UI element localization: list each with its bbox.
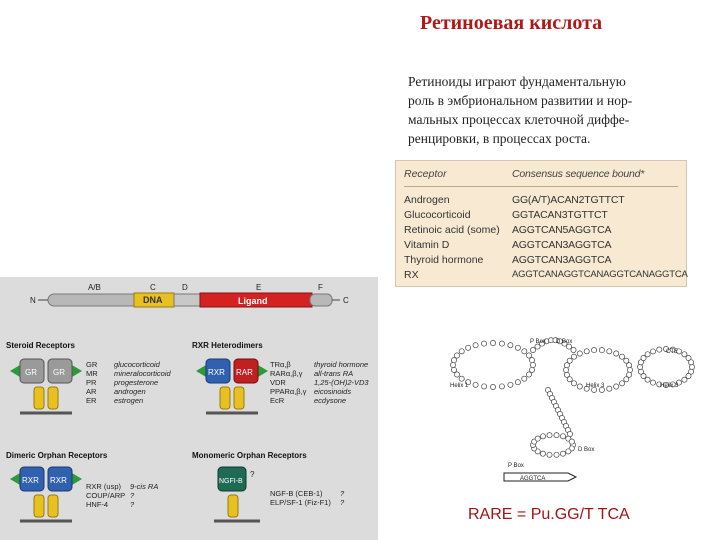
residue-bead xyxy=(529,358,534,363)
residue-bead xyxy=(499,384,504,389)
residue-bead xyxy=(530,362,535,367)
list-item: AR androgen xyxy=(86,387,146,396)
table-divider xyxy=(404,186,678,187)
residue-bead xyxy=(607,386,612,391)
residue-bead xyxy=(547,433,552,438)
domain-label-ab: A/B xyxy=(88,283,101,292)
diagram-label: P Box xyxy=(508,463,524,469)
ligand-arrow-icon xyxy=(258,365,268,377)
ligand-arrow-icon xyxy=(72,473,82,485)
residue-bead xyxy=(614,351,619,356)
list-item: ELP/SF-1 (Fiz-F1) ? xyxy=(270,498,345,507)
sequence-cell: AGGTCAN5AGGTCA xyxy=(512,224,612,236)
unknown-ligand-mark: ? xyxy=(250,470,255,479)
domain-label-d: D xyxy=(182,283,188,292)
residue-bead xyxy=(607,349,612,354)
steroid-dimer-graphic xyxy=(6,353,86,423)
residue-bead xyxy=(530,347,535,352)
diagram-label: Helix 3 xyxy=(660,383,679,389)
dimeric-list xyxy=(86,482,158,509)
header-consensus: Consensus sequence bound* xyxy=(512,168,645,180)
section-title-steroid: Steroid Receptors xyxy=(6,341,75,350)
residue-bead xyxy=(682,377,687,382)
intro-paragraph xyxy=(408,72,708,148)
residue-bead xyxy=(563,367,568,372)
monomeric-list xyxy=(270,489,344,507)
receptor-cell: RX xyxy=(404,269,419,281)
sequence-cell: GG(A/T)ACAN2TGTTCT xyxy=(512,194,625,206)
receptor-cell: Androgen xyxy=(404,194,450,206)
residue-bead xyxy=(560,451,565,456)
block-label: RXR xyxy=(50,476,67,485)
domain-label-f: F xyxy=(318,283,323,292)
residue-bead xyxy=(490,384,495,389)
consensus-sequence-table xyxy=(395,160,687,287)
residue-bead xyxy=(641,355,646,360)
receptor-cell: Glucocorticoid xyxy=(404,209,471,221)
residue-bead xyxy=(450,362,455,367)
residue-bead xyxy=(526,372,531,377)
receptor-cell: Vitamin D xyxy=(404,239,450,251)
residue-bead xyxy=(584,349,589,354)
hinge-domain xyxy=(174,294,202,306)
dna-binding-block xyxy=(48,387,58,409)
diagram-label: Helix 3 xyxy=(586,383,605,389)
list-item: HNF-4 ? xyxy=(86,500,135,509)
steroid-list xyxy=(86,360,171,405)
section-title-rxr: RXR Heterodimers xyxy=(192,341,263,350)
residue-bead xyxy=(645,377,650,382)
ligand-label: Ligand xyxy=(238,296,268,306)
rxr-heterodimer-graphic xyxy=(192,353,272,423)
block-label: GR xyxy=(25,368,37,377)
list-item: MR mineralocorticoid xyxy=(86,369,171,378)
domain-bar-graphic xyxy=(0,277,378,317)
dna-binding-block xyxy=(34,495,44,517)
residue-bead xyxy=(459,349,464,354)
dna-binding-block xyxy=(234,387,244,409)
residue-bead xyxy=(554,452,559,457)
residue-bead xyxy=(540,451,545,456)
sequence-cell: AGGTCAN3AGGTCA xyxy=(512,254,612,266)
residue-bead xyxy=(515,345,520,350)
residue-bead xyxy=(682,352,687,357)
list-item: TRα,β thyroid hormone xyxy=(270,360,369,369)
residue-bead xyxy=(571,347,576,352)
sequence-cell: GGTACAN3TGTTCT xyxy=(512,209,608,221)
residue-bead xyxy=(466,345,471,350)
residue-bead xyxy=(522,376,527,381)
n-terminus-label: N xyxy=(30,296,36,305)
residue-bead xyxy=(689,360,694,365)
residue-bead xyxy=(571,354,576,359)
sequence-cell: AGGTCAN3AGGTCA xyxy=(512,239,612,251)
dna-binding-block xyxy=(228,495,238,517)
diagram-label: P Box xyxy=(530,339,546,345)
sequence-label: AGGTCA xyxy=(520,476,546,482)
diagram-label: Helix 1 xyxy=(450,383,469,389)
list-item: ER estrogen xyxy=(86,396,144,405)
list-item: GR glucocorticoid xyxy=(86,360,160,369)
list-item: EcR ecdysone xyxy=(270,396,347,405)
residue-bead xyxy=(508,382,513,387)
dna-binding-block xyxy=(48,495,58,517)
ligand-arrow-icon xyxy=(10,473,20,485)
residue-bead xyxy=(515,380,520,385)
residue-bead xyxy=(473,382,478,387)
domain-label-c: C xyxy=(150,283,156,292)
diagram-label: D Box xyxy=(556,339,573,345)
receptor-superfamily-figure xyxy=(0,277,378,540)
residue-bead xyxy=(522,349,527,354)
intro-line: роль в эмбриональном развитии и нор- xyxy=(408,93,633,108)
intro-line: мальных процессах клеточной диффе- xyxy=(408,112,630,127)
intro-line: ренцировки, в процессах роста. xyxy=(408,131,591,146)
block-label: GR xyxy=(53,368,65,377)
block-label: RAR xyxy=(236,368,253,377)
residue-bead xyxy=(657,347,662,352)
dna-binding-block xyxy=(220,387,230,409)
rxr-list xyxy=(270,360,369,405)
residue-bead xyxy=(454,353,459,358)
residue-bead xyxy=(529,367,534,372)
residue-bead xyxy=(577,384,582,389)
diagram-label: D Box xyxy=(578,447,595,453)
residue-bead xyxy=(490,340,495,345)
residue-bead xyxy=(614,384,619,389)
residue-bead xyxy=(599,348,604,353)
residue-bead xyxy=(577,351,582,356)
residue-bead xyxy=(554,433,559,438)
residue-bead xyxy=(627,367,632,372)
residue-bead xyxy=(535,436,540,441)
residue-bead xyxy=(482,341,487,346)
residue-bead xyxy=(540,434,545,439)
receptor-cell: Thyroid hormone xyxy=(404,254,484,266)
dimeric-orphan-graphic xyxy=(6,461,86,531)
residue-bead xyxy=(569,439,574,444)
residue-bead xyxy=(645,352,650,357)
residue-bead xyxy=(526,353,531,358)
block-label: RXR xyxy=(208,368,225,377)
list-item: RXR (usp) 9-cis RA xyxy=(86,482,159,491)
section-title-dimeric: Dimeric Orphan Receptors xyxy=(6,451,108,460)
residue-bead xyxy=(547,452,552,457)
residue-bead xyxy=(566,449,571,454)
section-title-monomeric: Monomeric Orphan Receptors xyxy=(192,451,307,460)
dna-binding-block xyxy=(34,387,44,409)
residue-bead xyxy=(473,343,478,348)
residue-bead xyxy=(499,341,504,346)
residue-chain xyxy=(450,338,694,458)
residue-bead xyxy=(619,381,624,386)
residue-bead xyxy=(564,372,569,377)
block-label: RXR xyxy=(22,476,39,485)
residue-bead xyxy=(650,380,655,385)
block-label: NGFI-B xyxy=(219,478,243,485)
list-item: RARα,β,γ all-trans RA xyxy=(270,369,354,378)
list-item: PR progesterone xyxy=(86,378,159,387)
ab-domain xyxy=(48,294,138,306)
list-item: NGF-B (CEB-1) ? xyxy=(270,489,345,498)
list-item: PPARα,β,γ eicosinoids xyxy=(270,387,352,396)
residue-bead xyxy=(686,373,691,378)
ligand-arrow-icon xyxy=(72,365,82,377)
monomeric-orphan-graphic xyxy=(210,461,270,531)
residue-bead xyxy=(637,364,642,369)
f-domain xyxy=(310,294,332,306)
residue-bead xyxy=(592,348,597,353)
dbd-structure-diagram xyxy=(438,295,708,500)
intro-line: Ретиноиды играют фундаментальную xyxy=(408,74,626,89)
list-item: COUP/ARP ? xyxy=(86,491,135,500)
dna-label: DNA xyxy=(143,295,163,305)
residue-bead xyxy=(451,367,456,372)
residue-bead xyxy=(560,434,565,439)
domain-label-e: E xyxy=(256,283,262,292)
residue-bead xyxy=(650,349,655,354)
residue-bead xyxy=(627,363,632,368)
residue-bead xyxy=(454,372,459,377)
receptor-cell: Retinoic acid (some) xyxy=(404,224,500,236)
diagram-label: CTE xyxy=(666,349,678,355)
residue-bead xyxy=(451,358,456,363)
residue-bead xyxy=(508,343,513,348)
rare-caption: RARE = Pu.GG/T TCA xyxy=(468,506,630,523)
sequence-cell: AGGTCANAGGTCANAGGTCANAGGTCA xyxy=(512,269,688,280)
residue-bead xyxy=(619,354,624,359)
ligand-arrow-icon xyxy=(10,365,20,377)
c-terminus-label: C xyxy=(343,296,349,305)
residue-bead xyxy=(624,377,629,382)
header-receptor: Receptor xyxy=(404,168,447,180)
residue-bead xyxy=(571,381,576,386)
list-item: VDR 1,25-(OH)2-VD3 xyxy=(270,378,369,387)
residue-bead xyxy=(689,364,694,369)
residue-bead xyxy=(459,376,464,381)
page-title: Ретиноевая кислота xyxy=(420,12,603,34)
residue-bead xyxy=(567,358,572,363)
ligand-arrow-icon xyxy=(196,365,206,377)
residue-bead xyxy=(482,384,487,389)
residue-bead xyxy=(638,369,643,374)
